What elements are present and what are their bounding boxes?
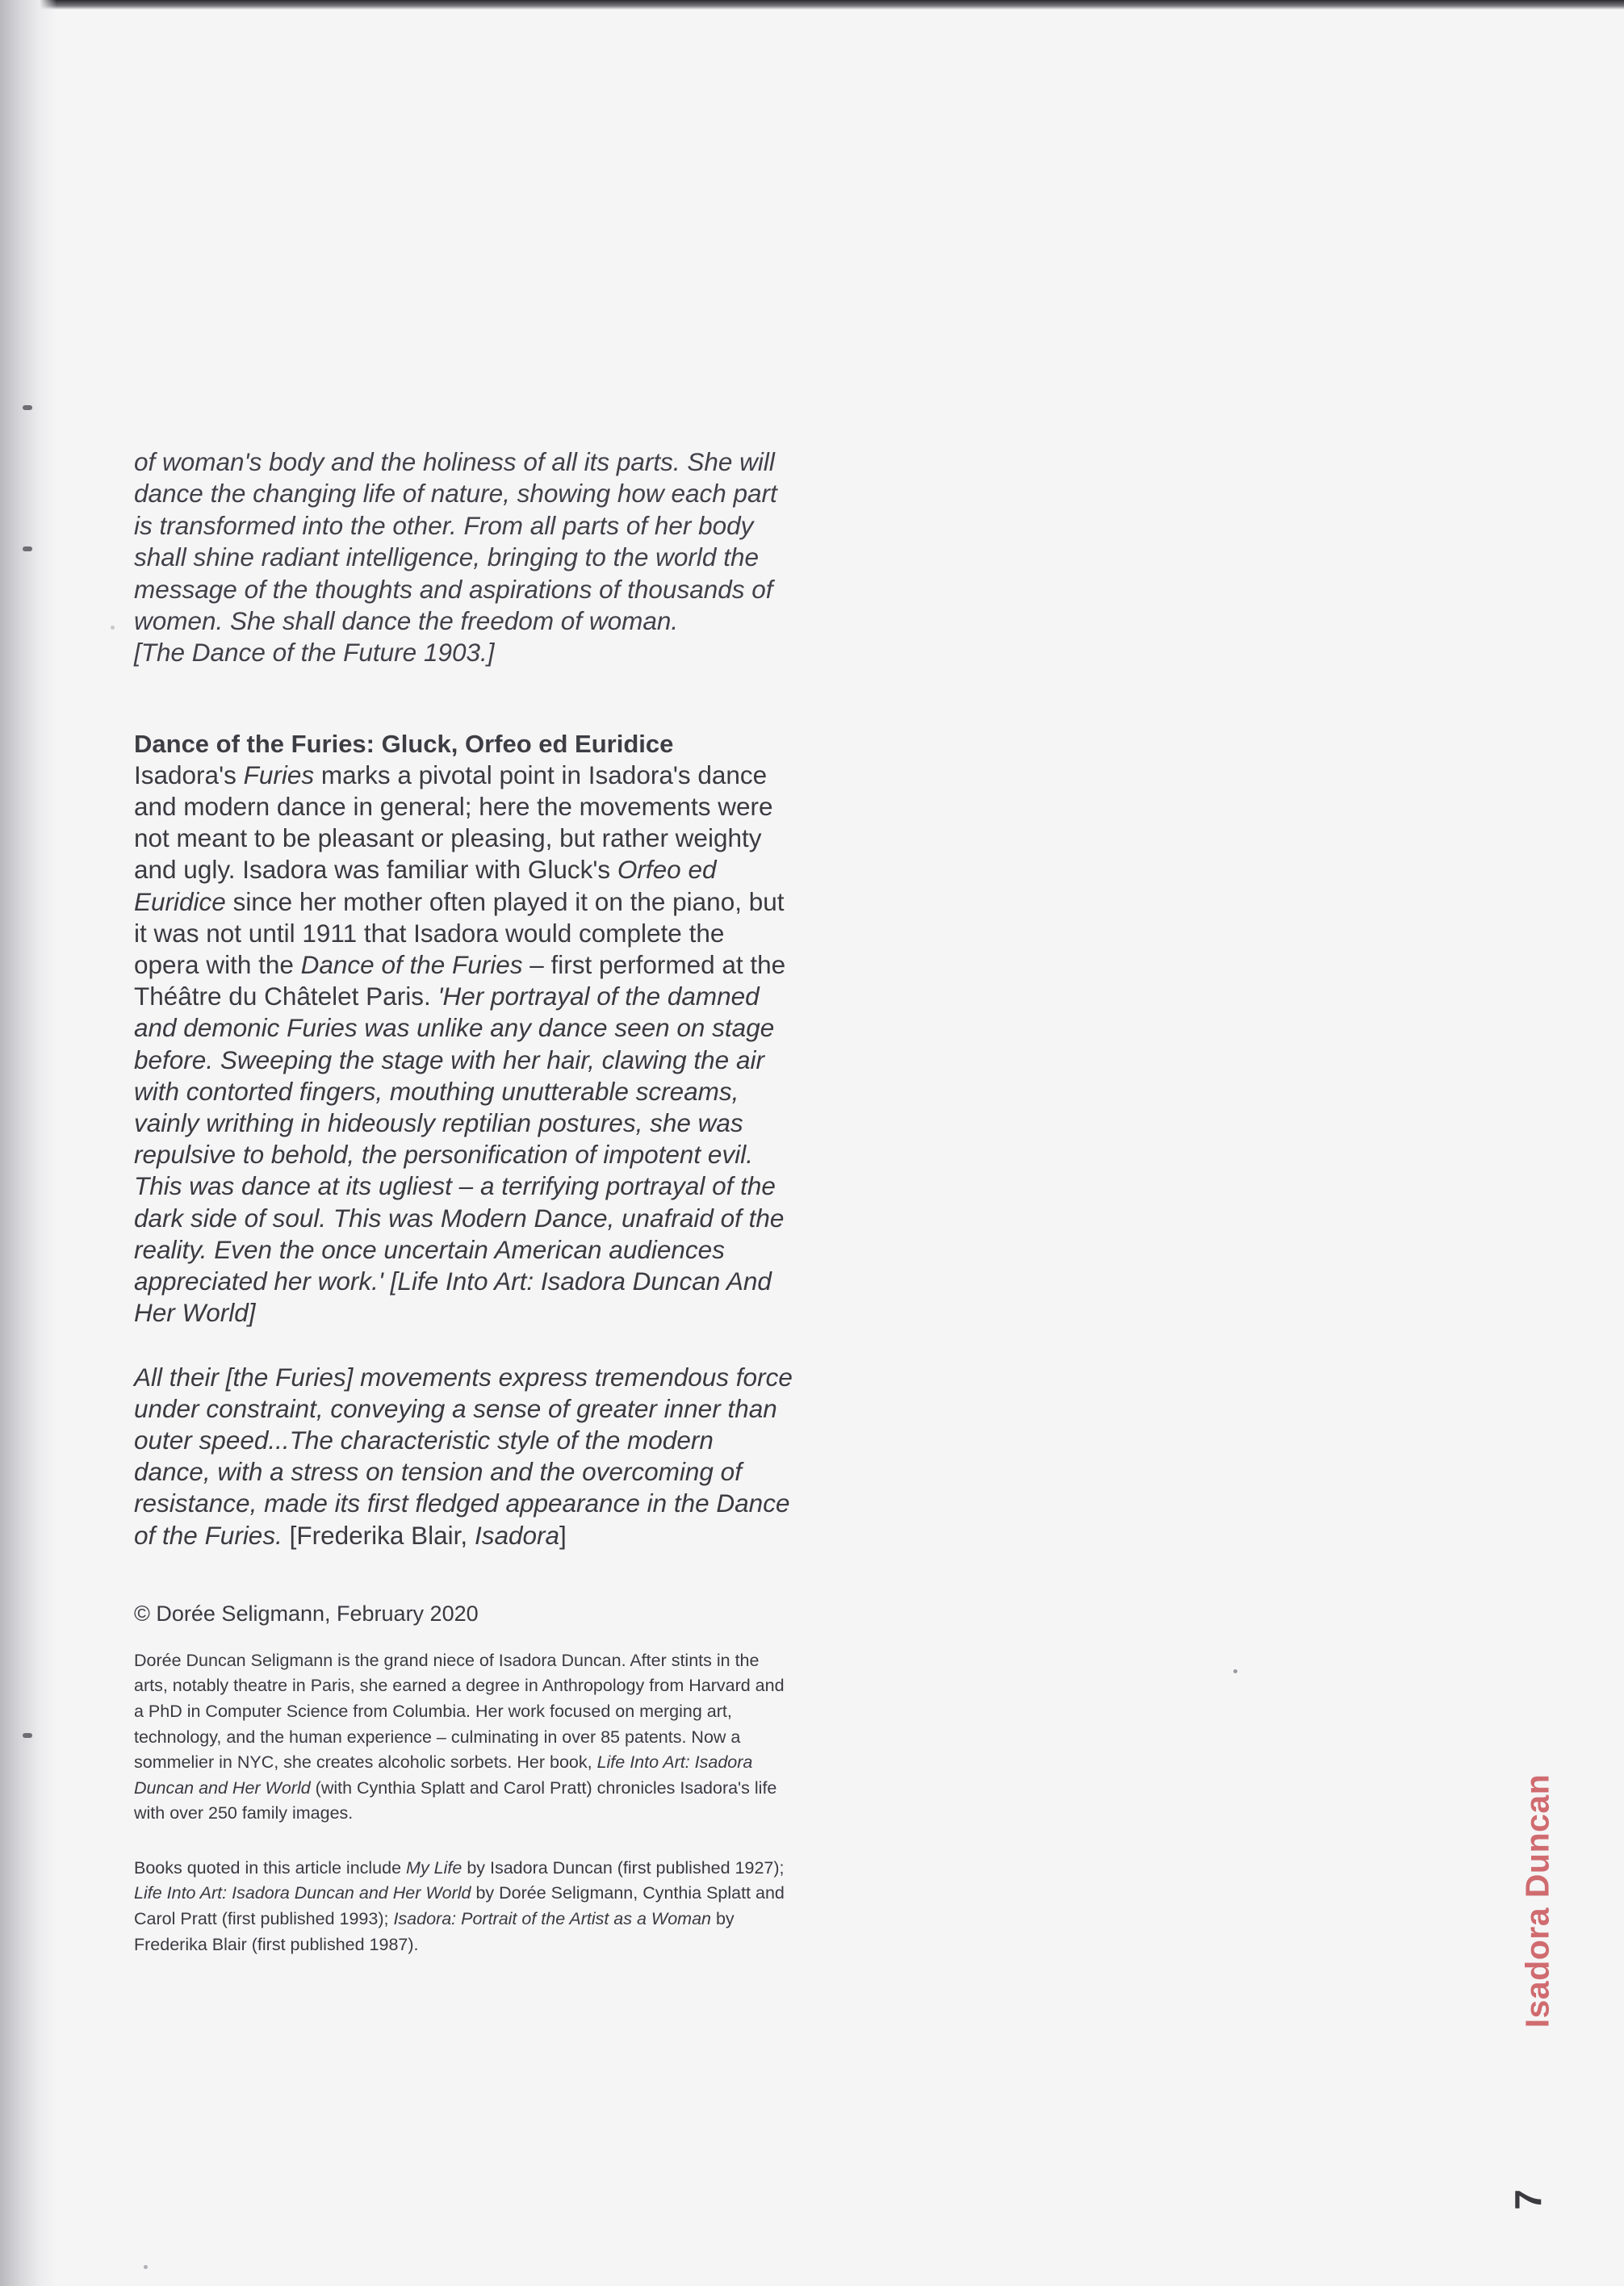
page-top-edge: [0, 0, 1624, 10]
bio-text: (with Cynthia Splatt and Carol Pratt) chronicles Isadora's life with over 250 family images.: [134, 1777, 777, 1823]
bio-book-title: Life Into Art: Isadora Duncan and Her World: [134, 1752, 753, 1798]
quote-source-end: ]: [559, 1520, 567, 1550]
running-title-text: Isadora Duncan: [1518, 1773, 1556, 2029]
book-spine-shadow: [0, 0, 57, 2286]
books-text: by Isadora Duncan (first published 1927);: [462, 1857, 785, 1878]
body-text: – first performed at the Théâtre du Châtelet Paris.: [134, 950, 786, 1011]
quote-text: All their [the Furies] movements express tremendous force under constraint, conveying a sense of greater inner than outer speed...The characteristic style of the modern dance, with a stress on tension and the overcoming of resistance, made its first fledged appearance in the Dance of the Furies.: [134, 1362, 793, 1550]
section-heading: Dance of the Furies: Gluck, Orfeo ed Euridice: [134, 729, 674, 758]
body-text: since her mother often played it on the piano, but it was not until 1911 that Isadora would complete the opera with the: [134, 886, 785, 980]
opening-quote: of woman's body and the holiness of all its parts. She will dance the changing life of nature, showing how each part is transformed into the other. From all parts of her body shall shine radiant intelligence, bringing to the world the message of the thoughts and aspirations of thousands of women. She shall dance the freedom of woman. [The Dance of the Future 1903.]: [134, 447, 777, 668]
running-title: [1517, 1768, 1558, 2034]
spine-mark: [23, 1733, 32, 1738]
blair-quote: [134, 1362, 796, 1551]
body-italic-quote: 'Her portrayal of the damned and demonic Furies was unlike any dance seen on stage before. Sweeping the stage with her hair, clawing the air with contorted fingers, mouthing unutterable screams, vainly writhing in hideously reptilian postures, she was repulsive to behold, the personification of impotent evil. This was dance at its ugliest – a terrifying portrayal of the dark side of soul. This was Modern Dance, unafraid of the reality. Even the once uncertain American audiences appreciated her work.' [Life Into Art: Isadora Duncan And Her World]: [134, 982, 785, 1328]
paper-speck: [111, 626, 115, 630]
section-body: [134, 760, 796, 1329]
paper-speck: [144, 2265, 148, 2269]
books-text: by Dorée Seligmann, Cynthia Splatt and Carol Pratt (first published 1993);: [134, 1883, 785, 1929]
book-title: Life Into Art: Isadora Duncan and Her World: [134, 1883, 471, 1903]
page-number-text: 7: [1507, 2189, 1549, 2210]
author-bio: [134, 1648, 796, 1827]
books-text: Books quoted in this article include: [134, 1857, 407, 1878]
books-text: by Frederika Blair (first published 1987).: [134, 1909, 735, 1954]
book-title: Isadora: Portrait of the Artist as a Woman: [393, 1909, 711, 1929]
paper-speck: [1233, 1669, 1237, 1673]
bio-text: Dorée Duncan Seligmann is the grand niece of Isadora Duncan. After stints in the arts, notably theatre in Paris, she earned a degree in Anthropology from Harvard and a PhD in Computer Science from Columbia. Her work focused on merging art, technology, and the human experience – culminating in over 85 patents. Now a sommelier in NYC, she creates alcoholic sorbets. Her book,: [134, 1650, 785, 1773]
body-text: marks a pivotal point in Isadora's dance and modern dance in general; here the movements were not meant to be pleasant or pleasing, but rather weighty and ugly. Isadora was familiar with Gluck's: [134, 760, 773, 885]
copyright-line: © Dorée Seligmann, February 2020: [134, 1601, 479, 1626]
spine-mark: [23, 405, 32, 410]
quote-source: [Frederika Blair,: [282, 1520, 475, 1550]
article-column: [134, 446, 796, 1957]
body-italic-text: Dance of the Furies: [300, 950, 523, 980]
body-italic-text: Orfeo ed Euridice: [134, 855, 717, 916]
books-quoted: [134, 1856, 796, 1957]
spine-mark: [23, 546, 32, 551]
page-number: [1509, 2181, 1547, 2218]
body-italic-text: Furies: [243, 760, 315, 789]
quote-source-title: Isadora: [474, 1520, 560, 1550]
body-text: Isadora's: [134, 760, 244, 789]
book-title: My Life: [406, 1857, 463, 1878]
